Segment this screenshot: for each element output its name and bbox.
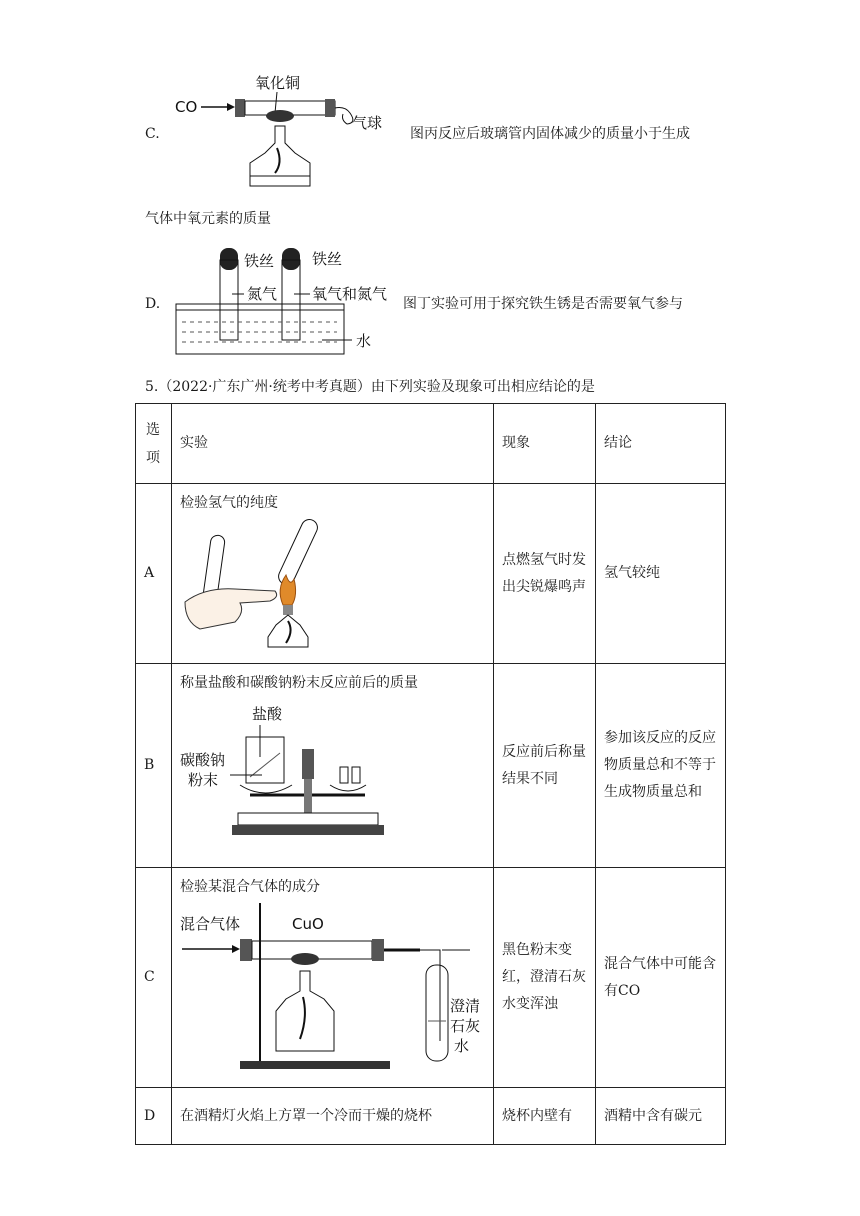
- option-d-text: 图丁实验可用于探究铁生锈是否需要氧气参与: [403, 296, 683, 312]
- table-row: [136, 484, 726, 664]
- option-c-text-line2: 气体中氧元素的质量: [145, 211, 271, 227]
- powder-label: 粉末: [188, 771, 219, 789]
- sodium-carbonate-label: 碳酸钠: [180, 751, 226, 769]
- oxygen-nitrogen-label: 氧气和氮气: [312, 285, 388, 303]
- lime-label: 石灰: [450, 1017, 481, 1035]
- row-b-experiment-cell: [172, 664, 494, 868]
- row-c-experiment: 检验某混合气体的成分: [180, 879, 320, 895]
- header-option: 选项: [136, 404, 172, 484]
- row-a-option: A: [136, 484, 172, 664]
- question-5-table: [135, 403, 726, 1145]
- row-d-conclusion: 酒精中含有碳元: [596, 1088, 726, 1145]
- row-b-phenomenon: 反应前后称量结果不同: [494, 664, 596, 868]
- iron-rust-apparatus-figure: [172, 240, 387, 355]
- nitrogen-label: 氮气: [247, 285, 278, 303]
- row-b-conclusion: 参加该反应的反应物质量总和不等于生成物质量总和: [596, 664, 726, 868]
- iron-wire-label-1: 铁丝: [244, 252, 275, 270]
- mixed-gas-label: 混合气体: [180, 915, 241, 933]
- water-label: 水: [356, 332, 372, 350]
- table-row: [136, 868, 726, 1088]
- row-a-experiment: 检验氢气的纯度: [180, 495, 278, 511]
- row-c-phenomenon: 黑色粉末变红，澄清石灰水变浑浊: [494, 868, 596, 1088]
- balloon-label: 气球: [352, 114, 383, 132]
- table-row: [136, 1088, 726, 1145]
- row-c-conclusion: 混合气体中可能含有CO: [596, 868, 726, 1088]
- row-c-experiment-cell: [172, 868, 494, 1088]
- option-c-letter: C.: [145, 126, 160, 142]
- co-reduction-apparatus-figure: [165, 68, 383, 198]
- cuo-label: CuO: [292, 915, 324, 933]
- row-d-phenomenon: 烧杯内壁有: [494, 1088, 596, 1145]
- row-c-option: C: [136, 868, 172, 1088]
- option-c-text-line1: 图丙反应后玻璃管内固体减少的质量小于生成: [410, 126, 690, 142]
- option-d-letter: D.: [145, 296, 161, 312]
- row-a-experiment-cell: [172, 484, 494, 664]
- row-a-conclusion: 氢气较纯: [596, 484, 726, 664]
- water-label-c: 水: [454, 1037, 470, 1055]
- row-d-experiment: 在酒精灯火焰上方罩一个冷而干燥的烧杯: [172, 1088, 494, 1145]
- co-label: CO: [175, 98, 198, 116]
- header-conclusion: 结论: [596, 404, 726, 484]
- copper-oxide-label: 氧化铜: [255, 74, 301, 92]
- row-a-phenomenon: 点燃氢气时发出尖锐爆鸣声: [494, 484, 596, 664]
- clear-label: 澄清: [450, 997, 481, 1015]
- header-phenomenon: 现象: [494, 404, 596, 484]
- table-header-row: [136, 404, 726, 484]
- row-b-option: B: [136, 664, 172, 868]
- header-experiment: 实验: [172, 404, 494, 484]
- iron-wire-label-2: 铁丝: [312, 250, 343, 268]
- row-d-option: D: [136, 1088, 172, 1145]
- row-b-experiment: 称量盐酸和碳酸钠粉末反应前后的质量: [180, 675, 418, 691]
- hydrogen-purity-test-figure: [180, 517, 380, 647]
- mass-conservation-balance-figure: [180, 697, 390, 847]
- question-5-stem: 5.（2022·广东广州·统考中考真题）由下列实验及现象可出相应结论的是: [145, 379, 595, 395]
- gas-analysis-apparatus-figure: [180, 901, 480, 1071]
- table-row: [136, 664, 726, 868]
- hydrochloric-acid-label: 盐酸: [252, 705, 283, 723]
